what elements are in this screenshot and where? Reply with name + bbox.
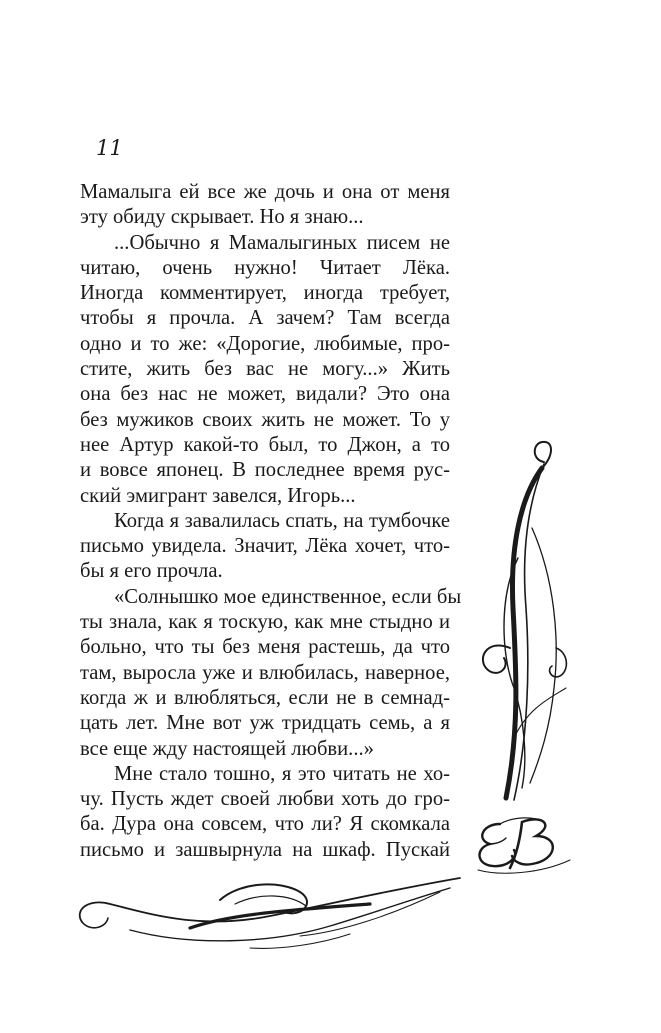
text-line: когда ж и влюбляться, если не в семнад- <box>80 686 450 709</box>
vertical-flourish-ornament <box>458 438 573 808</box>
text-line: цать лет. Мне вот уж тридцать семь, а я <box>80 712 450 735</box>
text-line: одно и то же: «Дорогие, любимые, про- <box>80 332 450 355</box>
text-line: нее Артур какой-то был, то Джон, а то <box>80 433 450 456</box>
text-line: она без нас не может, видали? Это она <box>80 383 450 406</box>
horizontal-flourish-ornament <box>70 870 470 960</box>
text-line: без мужиков своих жить не может. То у <box>80 408 450 431</box>
text-line: эту обиду скрывает. Но я знаю... <box>80 206 364 229</box>
text-line: письмо и зашвырнула на шкаф. Пускай <box>80 838 450 861</box>
text-line: ба. Дура она совсем, что ли? Я скомкала <box>80 813 450 836</box>
text-line: чу. Пусть ждет своей любви хоть до гро- <box>80 788 450 811</box>
text-line: письмо увидела. Значит, Лёка хочет, что- <box>80 535 450 558</box>
text-line: ...Обычно я Мамалыгиных писем не <box>114 231 450 254</box>
text-line: Мамалыга ей все же дочь и она от меня <box>80 181 450 203</box>
page-number: 11 <box>96 136 123 160</box>
text-line: стите, жить без вас не могу...» Жить <box>80 358 450 381</box>
text-line: читаю, очень нужно! Читает Лёка. <box>80 256 450 279</box>
monogram-ornament <box>470 810 580 880</box>
text-line: Мне стало тошно, я это читать не хо- <box>114 762 450 785</box>
text-line: ты знала, как я тоскую, как мне стыдно и <box>80 611 450 634</box>
body-text <box>80 180 462 863</box>
text-line: ский эмигрант завелся, Игорь... <box>80 484 356 507</box>
monogram-text: ЕВ <box>470 810 472 811</box>
text-line: там, выросла уже и влюбилась, наверное, <box>80 661 450 684</box>
text-line: и вовсе японец. В последнее время рус- <box>80 459 450 482</box>
text-line: бы я его прочла. <box>80 560 223 583</box>
text-line: «Солнышко мое единственное, если бы <box>114 585 462 608</box>
text-line: Иногда комментирует, иногда требует, <box>80 282 450 305</box>
text-line: чтобы я прочла. А зачем? Там всегда <box>80 307 450 330</box>
text-line: Когда я завалилась спать, на тумбочке <box>114 509 450 532</box>
text-line: все еще жду настоящей любви...» <box>80 737 374 760</box>
text-line: больно, что ты без меня растешь, да что <box>80 636 450 659</box>
